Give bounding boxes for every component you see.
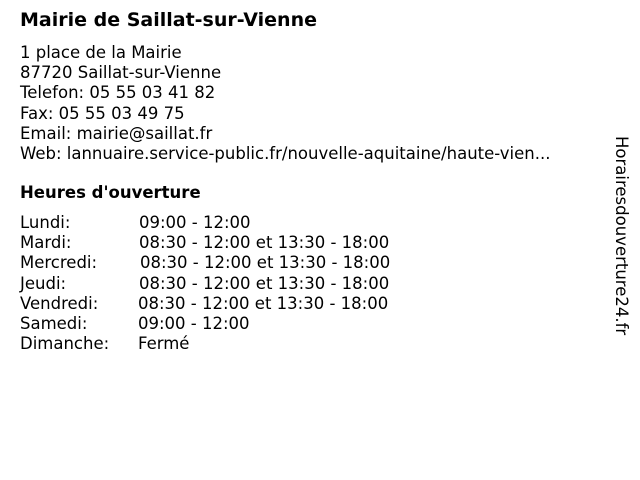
web-link[interactable]: lannuaire.service-public.fr/nouvelle-aquitaine/haute-vien...: [66, 144, 551, 164]
web-label: Web:: [20, 144, 67, 164]
hours-time: 08:30 - 12:00 et 13:30 - 18:00: [139, 233, 390, 253]
email-label: Email:: [20, 123, 77, 143]
phone-number[interactable]: Telefon: 05 55 03 41 82: [20, 83, 216, 103]
hours-day: Lundi:: [20, 213, 71, 232]
hours-day: Vendredi:: [20, 293, 99, 313]
address-line-2: 87720 Saillat-sur-Vienne: [20, 63, 222, 83]
address-line-1: 1 place de la Mairie: [20, 43, 182, 62]
email-link[interactable]: mairie@saillat.fr: [76, 123, 213, 143]
web-line: [20, 144, 550, 164]
hours-time: 08:30 - 12:00 et 13:30 - 18:00: [140, 253, 391, 273]
hours-time: 09:00 - 12:00: [139, 213, 251, 232]
fax-number: Fax: 05 55 03 49 75: [20, 103, 185, 123]
hours-day: Samedi:: [20, 313, 88, 333]
hours-time: 08:30 - 12:00 et 13:30 - 18:00: [138, 293, 389, 313]
hours-time: Fermé: [138, 334, 190, 354]
hours-heading: Heures d'ouverture: [20, 183, 201, 202]
hours-day: Mercredi:: [20, 253, 98, 273]
page-title: Mairie de Saillat-sur-Vienne: [20, 9, 317, 31]
site-watermark: Horairesdouverture24.fr: [612, 136, 631, 336]
hours-day: Dimanche:: [20, 334, 110, 354]
email-line: [20, 124, 550, 144]
hours-day: Mardi:: [20, 233, 72, 253]
contact-block: [20, 43, 550, 164]
hours-day: Jeudi:: [20, 273, 67, 293]
hours-time: 08:30 - 12:00 et 13:30 - 18:00: [139, 273, 390, 293]
hours-time: 09:00 - 12:00: [138, 313, 250, 333]
